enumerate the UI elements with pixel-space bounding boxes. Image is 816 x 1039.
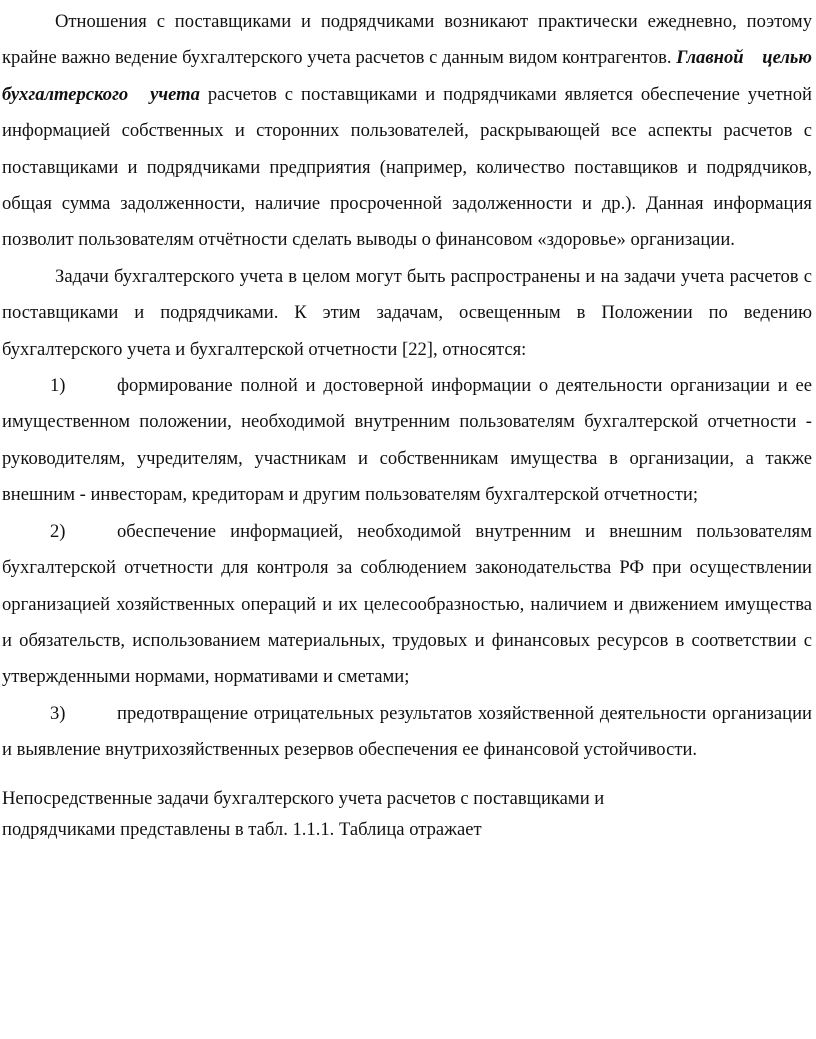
emphasized-main-goal: Главной целью бухгалтерского учета <box>2 47 812 105</box>
paragraph-1-text-end: расчетов с поставщиками и подрядчиками является обеспечение учетной информацией собственных и сторонних пользователей, раскрывающей все аспекты расчетов с поставщиками и подрядчиками предприятия (например, количество поставщиков и подрядчиков, общая сумма задолженности, наличие просроченной задолженности и др.). Данная информация позволит пользователям отчётности сделать выводы о финансовом «здоровье» организации. <box>2 83 812 251</box>
list-item-text: формирование полной и достоверной информации о деятельности организации и ее имущественном положении, необходимой внутренним пользователям бухгалтерской отчетности - руководителям, учредителям, участникам и собственникам имущества в организации, а также внешним - инвесторам, кредиторам и другим пользователям бухгалтерской отчетности; <box>2 375 812 506</box>
list-number: 1) <box>50 375 66 397</box>
list-item-text: предотвращение отрицательных результатов хозяйственной деятельности организации и выявление внутрихозяйственных резервов обеспечения ее финансовой устойчивости. <box>2 702 812 761</box>
paragraph-3-line-2: подрядчиками представлены в табл. 1.1.1. Таблица отражает <box>2 818 482 840</box>
list-item-1 <box>2 368 812 514</box>
list-number: 3) <box>50 702 66 724</box>
list-item-3 <box>2 696 812 769</box>
paragraph-3-line-1: Непосредственные задачи бухгалтерского учета расчетов с поставщиками и <box>2 787 605 809</box>
list-item-2 <box>2 514 812 696</box>
list-number: 2) <box>50 520 66 542</box>
list-item-text: обеспечение информацией, необходимой внутренним и внешним пользователям бухгалтерской отчетности для контроля за соблюдением законодательства РФ при осуществлении организацией хозяйственных операций и их целесообразностью, наличием и движением имущества и обязательств, использованием материальных, трудовых и финансовых ресурсов в соответствии с утвержденными нормами, нормативами и сметами; <box>2 520 812 688</box>
paragraph-suppliers-relations <box>2 4 812 259</box>
paragraph-accounting-tasks: Задачи бухгалтерского учета в целом могут быть распространены и на задачи учета расчетов с поставщиками и подрядчиками. К этим задачам, освещенным в Положении по ведению бухгалтерского учета и бухгалтерской отчетности [22], относятся: <box>2 265 812 360</box>
paragraph-table-reference <box>2 783 812 845</box>
paragraph-1-text-start: Отношения с поставщиками и подрядчиками возникают практически ежедневно, поэтому крайне важно ведение бухгалтерского учета расчетов с данным видом контрагентов. <box>2 11 812 69</box>
